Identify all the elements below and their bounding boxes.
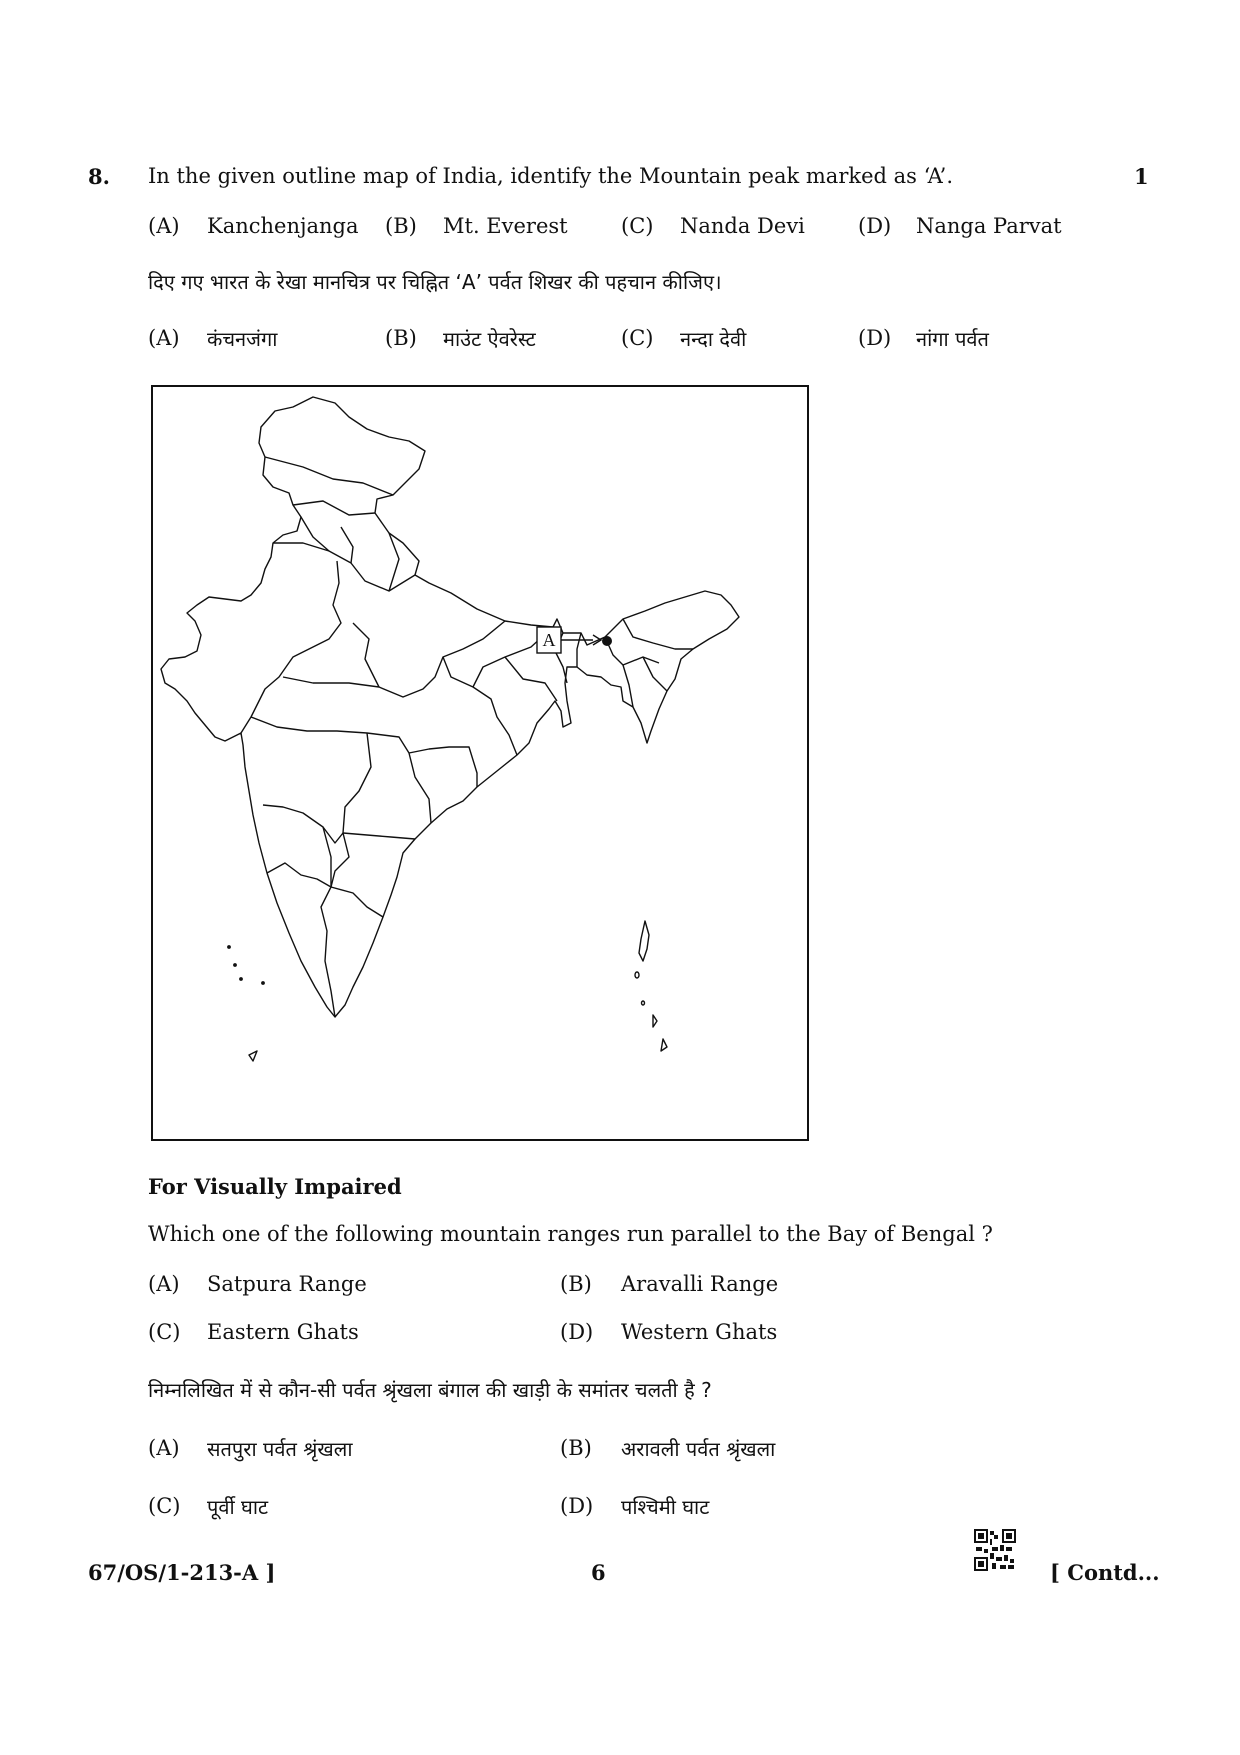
state-boundary xyxy=(267,863,331,887)
continued-label: [ Contd... xyxy=(1050,1560,1160,1585)
state-boundary xyxy=(341,527,353,563)
option-a-letter-en: (A) xyxy=(148,214,180,238)
vi-option-b-text-hi: अरावली पर्वत श्रृंखला xyxy=(621,1437,776,1461)
state-boundary xyxy=(605,637,659,665)
state-boundary xyxy=(353,623,379,687)
option-d-text-en: Nanga Parvat xyxy=(916,214,1062,238)
question-number: 8. xyxy=(88,164,110,189)
island xyxy=(642,1001,645,1005)
india-outline xyxy=(161,397,739,1017)
option-d-letter-en: (D) xyxy=(858,214,892,238)
island xyxy=(249,1051,257,1061)
vi-question-text-hi: निम्नलिखित में से कौन-सी पर्वत श्रृंखला बंगाल की खाड़ी के समांतर चलती है ? xyxy=(148,1378,712,1402)
state-boundary xyxy=(389,533,399,591)
question-text-en: In the given outline map of India, identify the Mountain peak marked as ‘A’. xyxy=(148,164,953,188)
vi-option-a-letter-hi: (A) xyxy=(148,1436,180,1460)
mountain-peak-dot xyxy=(602,636,612,646)
state-boundary xyxy=(241,561,341,733)
paper-code: 67/OS/1-213-A ] xyxy=(88,1560,276,1585)
island xyxy=(639,921,649,961)
island xyxy=(228,946,230,948)
vi-option-c-text-en: Eastern Ghats xyxy=(207,1320,359,1344)
state-boundary xyxy=(283,621,505,697)
island xyxy=(635,972,639,978)
state-boundary xyxy=(343,833,415,839)
option-b-letter-en: (B) xyxy=(385,214,417,238)
vi-option-a-text-hi: सतपुरा पर्वत श्रृंखला xyxy=(207,1437,353,1461)
question-text-hi: दिए गए भारत के रेखा मानचित्र पर चिह्नित ‘A’ पर्वत शिखर की पहचान कीजिए। xyxy=(148,270,722,294)
option-c-text-hi: नन्दा देवी xyxy=(680,327,747,351)
state-boundary xyxy=(293,501,375,515)
option-b-text-en: Mt. Everest xyxy=(443,214,568,238)
marker-a-label: A xyxy=(542,630,556,650)
vi-option-b-letter-hi: (B) xyxy=(560,1436,592,1460)
vi-option-c-letter-en: (C) xyxy=(148,1320,181,1344)
option-b-text-hi: माउंट ऐवरेस्ट xyxy=(443,327,536,351)
state-boundary xyxy=(263,805,335,1017)
island xyxy=(262,982,264,984)
page-number: 6 xyxy=(591,1560,606,1585)
vi-option-d-text-hi: पश्चिमी घाट xyxy=(621,1495,710,1519)
vi-option-b-letter-en: (B) xyxy=(560,1272,592,1296)
india-map-svg xyxy=(153,387,807,1139)
qr-code-icon xyxy=(974,1529,1016,1571)
island xyxy=(240,978,242,980)
vi-option-b-text-en: Aravalli Range xyxy=(621,1272,779,1296)
option-c-text-en: Nanda Devi xyxy=(680,214,805,238)
option-a-letter-hi: (A) xyxy=(148,326,180,350)
state-boundary xyxy=(505,657,557,701)
state-boundary xyxy=(301,517,415,591)
option-d-text-hi: नांगा पर्वत xyxy=(916,327,989,351)
india-outline-map xyxy=(151,385,809,1141)
question-marks: 1 xyxy=(1134,164,1149,189)
state-boundary xyxy=(409,747,477,787)
vi-option-c-text-hi: पूर्वी घाट xyxy=(207,1495,269,1519)
state-boundary xyxy=(623,619,693,649)
option-a-text-en: Kanchenjanga xyxy=(207,214,359,238)
state-boundary xyxy=(331,733,371,887)
option-a-text-hi: कंचनजंगा xyxy=(207,327,278,351)
option-b-letter-hi: (B) xyxy=(385,326,417,350)
vi-option-a-text-en: Satpura Range xyxy=(207,1272,367,1296)
vi-option-d-text-en: Western Ghats xyxy=(621,1320,778,1344)
option-c-letter-en: (C) xyxy=(621,214,654,238)
option-c-letter-hi: (C) xyxy=(621,326,654,350)
state-boundary xyxy=(265,457,393,495)
state-boundary xyxy=(623,665,633,707)
vi-option-d-letter-en: (D) xyxy=(560,1320,594,1344)
island xyxy=(234,964,236,966)
option-d-letter-hi: (D) xyxy=(858,326,892,350)
state-boundary xyxy=(577,633,581,667)
vi-option-a-letter-en: (A) xyxy=(148,1272,180,1296)
visually-impaired-heading: For Visually Impaired xyxy=(148,1174,402,1199)
vi-option-d-letter-hi: (D) xyxy=(560,1494,594,1518)
state-boundary xyxy=(331,887,383,917)
island xyxy=(653,1015,657,1027)
vi-question-text-en: Which one of the following mountain ranges run parallel to the Bay of Bengal ? xyxy=(148,1222,993,1246)
vi-option-c-letter-hi: (C) xyxy=(148,1494,181,1518)
island xyxy=(661,1039,667,1051)
